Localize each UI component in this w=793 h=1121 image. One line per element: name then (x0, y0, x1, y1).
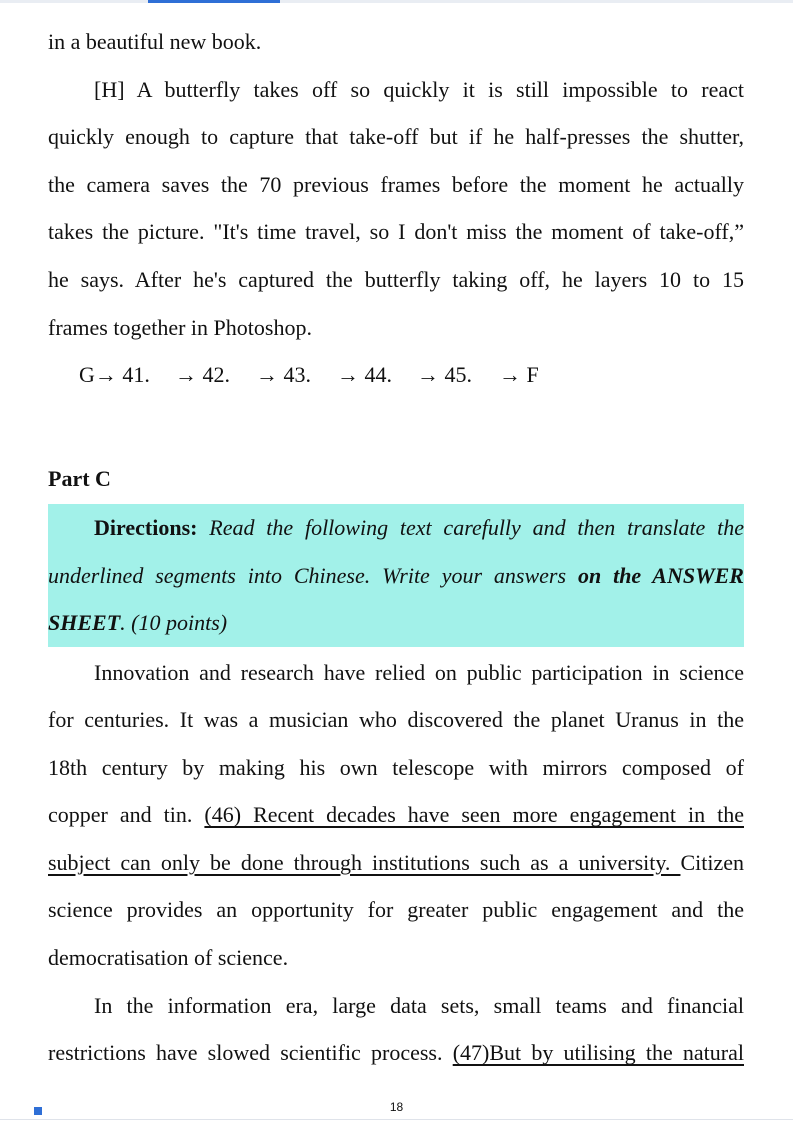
passage-c-p2-line-1: In the information era, large data sets, small teams and financial (94, 992, 744, 1018)
passage-c-line-1: Innovation and research have relied on public participation in science (94, 659, 744, 685)
paragraph-h-line-3: the camera saves the 70 previous frames before the moment he actually (48, 171, 744, 197)
top-toolbar-strip (0, 0, 793, 3)
directions-label: Directions: (94, 515, 198, 541)
paragraph-h-line-6: frames together in Photoshop. (48, 314, 312, 340)
passage-c-line-4 (48, 791, 744, 839)
passage-c-paragraph-1 (48, 649, 744, 982)
paragraph-h-line-4: takes the picture. "It's time travel, so I don't miss the moment of take-off,” (48, 219, 744, 245)
answer-step-44: → 44. (337, 362, 392, 388)
passage-c-p2-line-2-plain: restrictions have slowed scientific process. (48, 1040, 453, 1066)
directions-text-2a: underlined segments into Chinese. Write your answers (48, 562, 578, 588)
answer-step-f: → F (499, 362, 539, 388)
document-page (48, 18, 744, 1077)
translation-segment-46-part-2: subject can only be done through institutions such as a university. (48, 849, 681, 875)
passage-c-line-2: for centuries. It was a musician who discovered the planet Uranus in the (48, 707, 744, 733)
answer-sequence (48, 351, 744, 399)
directions-line-2 (48, 552, 744, 599)
translation-segment-47: (47)But by utilising the natural (452, 1040, 744, 1066)
paragraph-h-line-5: he says. After he's captured the butterfly taking off, he layers 10 to 15 (48, 266, 744, 292)
directions-text-3a: SHEET (48, 610, 121, 636)
paragraph-h-line-2: quickly enough to capture that take-off but if he half-presses the shutter, (48, 124, 744, 150)
part-c-title: Part C (48, 465, 111, 491)
passage-c-p2-line-2 (48, 1029, 744, 1077)
passage-c-line-5-plain: Citizen (680, 849, 744, 875)
passage-c-line-3: 18th century by making his own telescope with mirrors composed of (48, 754, 744, 780)
passage-c-line-6: science provides an opportunity for greater public engagement and the (48, 897, 744, 923)
passage-c-line-5 (48, 839, 744, 887)
directions-text-2b: on the ANSWER (577, 562, 744, 588)
directions-text-3b: . (10 points) (120, 610, 228, 636)
directions-line-3 (48, 599, 744, 646)
directions-line-1 (48, 504, 744, 551)
page-bottom-divider (0, 1119, 793, 1120)
directions-box (48, 504, 744, 646)
answer-step-42: → 42. (175, 362, 230, 388)
directions-text-1: Read the following text carefully and then translate the (197, 515, 744, 541)
passage-c-line-7: democratisation of science. (48, 945, 289, 971)
passage-c-paragraph-2 (48, 982, 744, 1077)
passage-line: in a beautiful new book. (48, 29, 262, 54)
top-accent-bar (148, 0, 280, 3)
answer-step-g41: G→ 41. (79, 362, 150, 388)
answer-step-43: → 43. (256, 362, 311, 388)
answer-step-45: → 45. (417, 362, 472, 388)
section-gap (48, 399, 744, 455)
translation-segment-46-part-1: (46) Recent decades have seen more engagement in the (204, 802, 744, 828)
paragraph-h-line-1: [H] A butterfly takes off so quickly it is still impossible to react (94, 76, 744, 102)
page-number: 18 (389, 1100, 404, 1114)
paragraph-h (48, 66, 744, 352)
passage-c-line-4-plain: copper and tin. (48, 802, 205, 828)
